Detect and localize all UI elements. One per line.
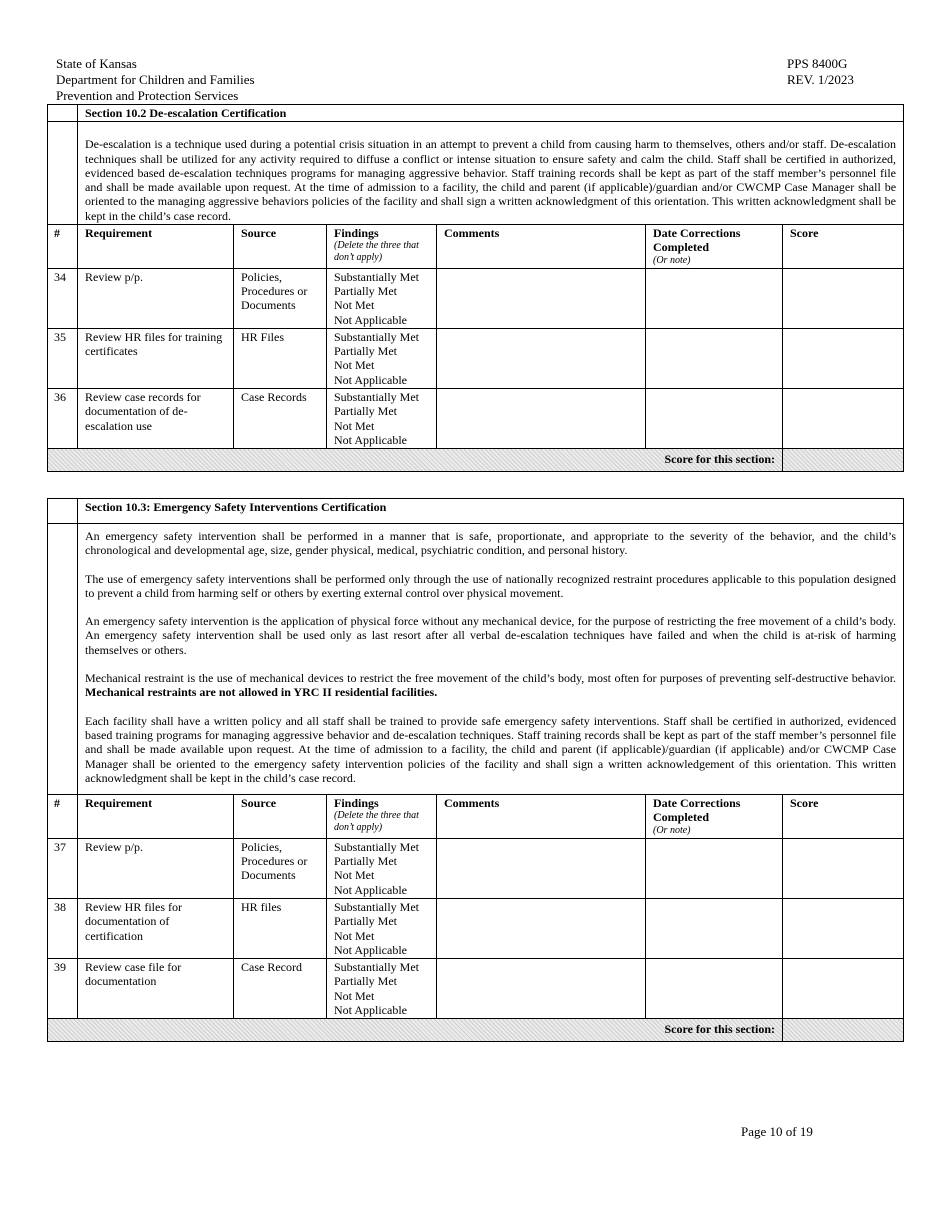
row-number: 38 (48, 898, 78, 958)
row-number: 37 (48, 838, 78, 898)
score-row (48, 1019, 904, 1042)
finding-option: Not Met (334, 418, 375, 433)
table-row (48, 838, 904, 898)
finding-option: Not Met (334, 868, 375, 883)
section-title: Section 10.2 De-escalation Certification (78, 105, 904, 122)
date-note: (Or note) (653, 824, 691, 836)
finding-option: Substantially Met (334, 329, 419, 344)
row-comments-cell[interactable] (437, 898, 646, 958)
date-label: Date Corrections Completed (653, 796, 741, 825)
col-requirement-header: Requirement (78, 795, 234, 839)
page-number: Page 10 of 19 (741, 1124, 813, 1139)
table-row (48, 328, 904, 388)
col-date-header (646, 795, 783, 839)
row-number: 36 (48, 389, 78, 449)
finding-option: Partially Met (334, 914, 397, 929)
col-findings-header (327, 225, 437, 269)
table-row (48, 959, 904, 1019)
row-requirement: Review case file for documentation (78, 959, 234, 1019)
finding-option: Substantially Met (334, 960, 419, 975)
finding-option: Not Met (334, 988, 375, 1003)
finding-option: Not Met (334, 298, 375, 313)
finding-option: Not Applicable (334, 882, 407, 897)
row-source: Case Record (234, 959, 327, 1019)
header-state: State of Kansas (56, 56, 137, 71)
col-score-header: Score (783, 225, 904, 269)
row-number: 34 (48, 268, 78, 328)
header-division: Prevention and Protection Services (56, 88, 239, 103)
column-header-row (48, 795, 904, 839)
row-findings[interactable] (327, 838, 437, 898)
row-comments-cell[interactable] (437, 268, 646, 328)
findings-label: Findings (334, 796, 379, 811)
row-date-cell[interactable] (646, 389, 783, 449)
score-label: Score for this section: (48, 1019, 783, 1042)
row-requirement: Review case records for documentation of de-escalation use (78, 389, 234, 449)
section-intro (78, 122, 904, 225)
col-date-header (646, 225, 783, 269)
row-source: HR Files (234, 328, 327, 388)
score-row (48, 449, 904, 472)
finding-option: Not Applicable (334, 1003, 407, 1018)
row-comments-cell[interactable] (437, 389, 646, 449)
section-title-row (48, 105, 904, 122)
mechanical-restraint-text: Mechanical restraint is the use of mechanical devices to restrict the free movement of the child’s body, most often for purposes of preventing self-destructive behavior. (85, 671, 897, 686)
section-intro (78, 524, 904, 795)
row-number: 35 (48, 328, 78, 388)
row-source: Policies, Procedures or Documents (234, 838, 327, 898)
section-score-cell[interactable] (783, 449, 904, 472)
row-date-cell[interactable] (646, 898, 783, 958)
row-source: HR files (234, 898, 327, 958)
finding-option: Substantially Met (334, 839, 419, 854)
row-findings[interactable] (327, 898, 437, 958)
row-comments-cell[interactable] (437, 838, 646, 898)
col-comments-header: Comments (437, 225, 646, 269)
row-comments-cell[interactable] (437, 328, 646, 388)
row-score-cell[interactable] (783, 268, 904, 328)
finding-option: Partially Met (334, 283, 397, 298)
section-10-3-table (47, 498, 904, 1042)
row-requirement: Review HR files for documentation of certification (78, 898, 234, 958)
finding-option: Partially Met (334, 974, 397, 989)
finding-option: Not Met (334, 928, 375, 943)
intro-paragraph (85, 671, 896, 700)
section-score-cell[interactable] (783, 1019, 904, 1042)
intro-paragraph: De-escalation is a technique used during a potential crisis situation in an attempt to prevent a child from causing harm to themselves, others and/or staff. De-escalation techniques shall be utilized for any activity required to diffuse a conflict or intense situation to ensure safety and calm the child. Staff shall be certified in authorized, evidenced based de-escalation techniques programs for managing aggressive behavior. Staff training records shall be kept as part of the staff member’s personnel file and shall be made available upon request. At the time of admission to a facility, the child and parent (if applicable)/guardian and/or CWCMP Case Manager shall be oriented to the managing aggressive behaviors policies of the facility and shall sign a written acknowledgment of this orientation. This written acknowledgment shall be kept in the child’s case record. (85, 137, 897, 223)
col-num-header: # (48, 225, 78, 269)
finding-option: Not Applicable (334, 372, 407, 387)
finding-option: Substantially Met (334, 269, 419, 284)
row-source: Policies, Procedures or Documents (234, 268, 327, 328)
col-score-header: Score (783, 795, 904, 839)
col-comments-header: Comments (437, 795, 646, 839)
col-num-header: # (48, 795, 78, 839)
finding-option: Partially Met (334, 344, 397, 359)
form-revision: REV. 1/2023 (787, 72, 854, 87)
row-score-cell[interactable] (783, 838, 904, 898)
row-date-cell[interactable] (646, 959, 783, 1019)
intro-paragraph: Each facility shall have a written policy and all staff shall be trained to provide safe emergency safety interventions. Staff shall be certified in authorized, evidenced based training programs for managing aggressive behavior and de-escalation techniques. Staff training records shall be kept as part of the staff member’s personnel file and shall be made available upon request. At the time of admission to a facility, the child and parent (if applicable)/guardian (if applicable) and/or CWCMP Case Manager shall be oriented to the emergency safety intervention policies of the facility and shall sign a written acknowledgement of this orientation. This written acknowledgment shall be kept in the child’s case record. (85, 713, 897, 785)
finding-option: Not Met (334, 358, 375, 373)
row-source: Case Records (234, 389, 327, 449)
table-row (48, 268, 904, 328)
row-number: 39 (48, 959, 78, 1019)
row-date-cell[interactable] (646, 328, 783, 388)
section-intro-row (48, 524, 904, 795)
finding-option: Substantially Met (334, 899, 419, 914)
findings-note: (Delete the three that don’t apply) (334, 240, 419, 264)
col-source-header: Source (234, 225, 327, 269)
row-requirement: Review p/p. (78, 268, 234, 328)
row-score-cell[interactable] (783, 328, 904, 388)
row-date-cell[interactable] (646, 268, 783, 328)
date-note: (Or note) (653, 254, 691, 266)
row-requirement: Review HR files for training certificates (78, 328, 234, 388)
row-comments-cell[interactable] (437, 959, 646, 1019)
intro-paragraph: An emergency safety intervention is the application of physical force without any mechanical device, for the purpose of restricting the free movement of a child’s body. An emergency safety intervention shall be used only as last resort after all verbal de-escalation techniques have failed and when the child is at-risk of harming themselves or others. (85, 614, 897, 657)
score-label: Score for this section: (48, 449, 783, 472)
header-department: Department for Children and Families (56, 72, 255, 87)
header-form-info (787, 56, 854, 88)
findings-label: Findings (334, 226, 379, 241)
section-title-row (48, 499, 904, 524)
mechanical-restraint-warning: Mechanical restraints are not allowed in YRC II residential facilities. (85, 685, 438, 700)
column-header-row (48, 225, 904, 269)
row-score-cell[interactable] (783, 959, 904, 1019)
intro-paragraph: The use of emergency safety interventions shall be performed only through the use of nationally recognized restraint procedures applicable to this population designed to prevent a child from harming self or others by exerting external control over physical movement. (85, 571, 897, 600)
finding-option: Not Applicable (334, 312, 407, 327)
col-findings-header (327, 795, 437, 839)
findings-note: (Delete the three that don’t apply) (334, 810, 419, 834)
col-source-header: Source (234, 795, 327, 839)
finding-option: Not Applicable (334, 942, 407, 957)
row-score-cell[interactable] (783, 389, 904, 449)
intro-paragraph: An emergency safety intervention shall be performed in a manner that is safe, proportionate, and appropriate to the severity of the behavior, and the child’s chronological and developmental age, size, gender physical, medical, psychiatric condition, and personal history. (85, 529, 897, 558)
row-findings[interactable] (327, 389, 437, 449)
header-agency (56, 56, 255, 104)
row-findings[interactable] (327, 268, 437, 328)
row-findings[interactable] (327, 959, 437, 1019)
col-requirement-header: Requirement (78, 225, 234, 269)
row-requirement: Review p/p. (78, 838, 234, 898)
finding-option: Partially Met (334, 404, 397, 419)
row-findings[interactable] (327, 328, 437, 388)
finding-option: Substantially Met (334, 390, 419, 405)
finding-option: Partially Met (334, 854, 397, 869)
section-intro-row (48, 122, 904, 225)
finding-option: Not Applicable (334, 432, 407, 447)
table-row (48, 389, 904, 449)
date-label: Date Corrections Completed (653, 226, 741, 255)
section-10-2-table (47, 104, 904, 472)
row-date-cell[interactable] (646, 838, 783, 898)
row-score-cell[interactable] (783, 898, 904, 958)
table-row (48, 898, 904, 958)
form-number: PPS 8400G (787, 56, 848, 71)
section-title: Section 10.3: Emergency Safety Interventions Certification (78, 499, 904, 524)
